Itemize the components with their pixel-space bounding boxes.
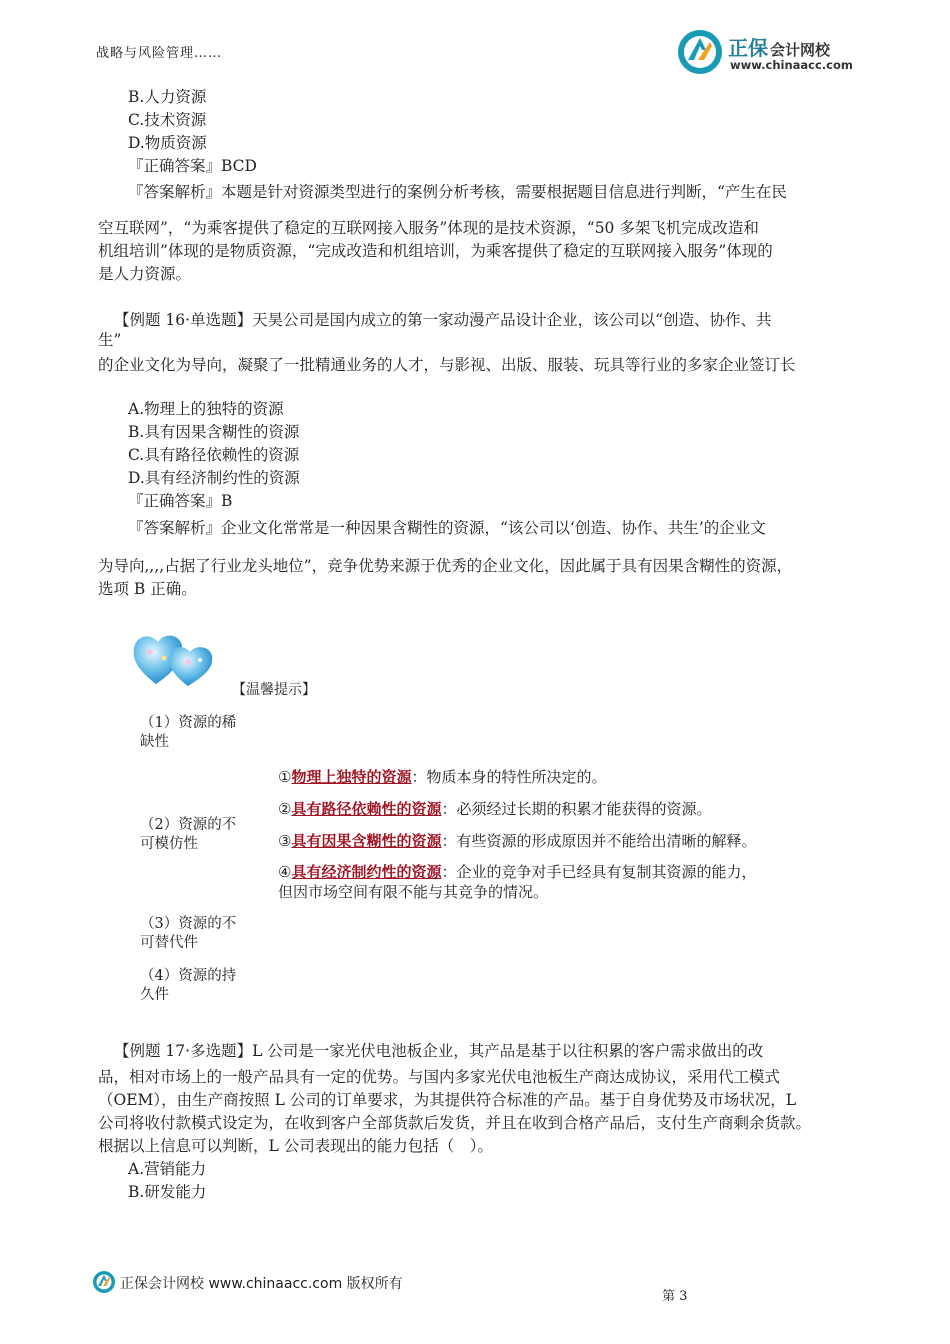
q15-analysis-partial: 『答案解析』本题是针对资源类型进行的案例分析考核，需要根据题目信息进行判断，“产生在民: [128, 183, 787, 201]
q15-analysis-line: 机组培训”体现的是物质资源，“完成改造和机组培训，为乘客提供了稳定的互联网接入服务”体现的: [98, 242, 773, 260]
q17-line: 品，相对市场上的一般产品具有一定的优势。与国内多家光伏电池板生产商达成协议，采用代工模式: [98, 1068, 781, 1086]
footer-logo-icon: [92, 1270, 116, 1294]
q16-option-d: D.具有经济制约性的资源: [128, 469, 300, 487]
q16-option-c: C.具有路径依赖性的资源: [128, 446, 300, 464]
tip-item: （2）资源的不 可模仿性: [140, 817, 237, 852]
q15-analysis-line: 空互联网”，“为乘客提供了稳定的互联网接入服务”体现的是技术资源，“50 多架飞机完成改造和: [98, 219, 759, 237]
tip-detail-1: ①物理上独特的资源：物质本身的特性所决定的。: [278, 768, 607, 786]
tip-item: （3）资源的不 可替代件: [140, 916, 237, 951]
header-partial-text: 战略与风险管理……: [96, 46, 223, 61]
q16-analysis-line: 为导向,,,,占据了行业龙头地位”，竞争优势来源于优秀的企业文化，因此属于具有因果含糊性的资源，: [98, 557, 793, 575]
logo-icon: [676, 28, 726, 76]
q16-title: 【例题 16·单选题】天昊公司是国内成立的第一家动漫产品设计企业，该公司以“创造、协作、共: [114, 311, 772, 329]
footer-copyright: 正保会计网校 www.chinaacc.com 版权所有: [120, 1276, 403, 1292]
q15-answer: 『正确答案』BCD: [128, 157, 257, 175]
logo[interactable]: [676, 28, 866, 76]
q16-answer: 『正确答案』B: [128, 492, 233, 510]
q15-option-b: B.人力资源: [128, 88, 207, 106]
hearts-icon: [130, 630, 218, 688]
q15-option-d: D.物质资源: [128, 134, 207, 152]
tip-detail-2: ②具有路径依赖性的资源：必须经过长期的积累才能获得的资源。: [278, 800, 712, 818]
q16-analysis-partial: 『答案解析』企业文化常常是一种因果含糊性的资源，“该公司以‘创造、协作、共生’的企业文: [128, 519, 766, 537]
tip-detail-4-cont: 但因市场空间有限不能与其竞争的情况。: [278, 883, 549, 901]
tip-item: （1）资源的稀 缺性: [140, 715, 237, 750]
q17-option-a: A.营销能力: [128, 1160, 207, 1178]
tip-item: （4）资源的持 久件: [140, 968, 237, 1003]
q16-analysis-line: 选项 B 正确。: [98, 580, 197, 598]
q15-analysis-line: 是人力资源。: [98, 265, 192, 283]
tip-detail-4: ④具有经济制约性的资源：企业的竞争对手已经具有复制其资源的能力，: [278, 863, 757, 881]
footer-page-partial: 第 3: [662, 1289, 688, 1304]
q16-title-cont: 的企业文化为导向，凝聚了一批精通业务的人才，与影视、出版、服装、玩具等行业的多家企业签订长: [98, 356, 796, 374]
q15-option-c: C.技术资源: [128, 111, 207, 129]
q17-line: （OEM），由生产商按照 L 公司的订单要求，为其提供符合标准的产品。基于自身优势及市场状况，L: [98, 1091, 797, 1109]
q17-line: 公司将收付款模式设定为，在收到客户全部货款后发货，并且在收到合格产品后，支付生产商剩余货款。: [98, 1114, 812, 1132]
q16-title-cont: 生”: [98, 331, 122, 349]
logo-url: www.chinaacc.com: [730, 58, 853, 72]
q16-option-a: A.物理上的独特的资源: [128, 400, 284, 418]
q17-line: 根据以上信息可以判断，L 公司表现出的能力包括（ ）。: [98, 1137, 493, 1155]
q17-option-b: B.研发能力: [128, 1183, 207, 1201]
tip-detail-3: ③具有因果含糊性的资源：有些资源的形成原因并不能给出清晰的解释。: [278, 832, 757, 850]
q17-title-partial: 【例题 17·多选题】L 公司是一家光伏电池板企业，其产品是基于以往积累的客户需求做出的改: [114, 1042, 764, 1060]
q16-option-b: B.具有因果含糊性的资源: [128, 423, 300, 441]
tip-title-partial: 【温馨提示】: [232, 682, 316, 698]
logo-title: 正保 会计网校: [728, 36, 831, 60]
